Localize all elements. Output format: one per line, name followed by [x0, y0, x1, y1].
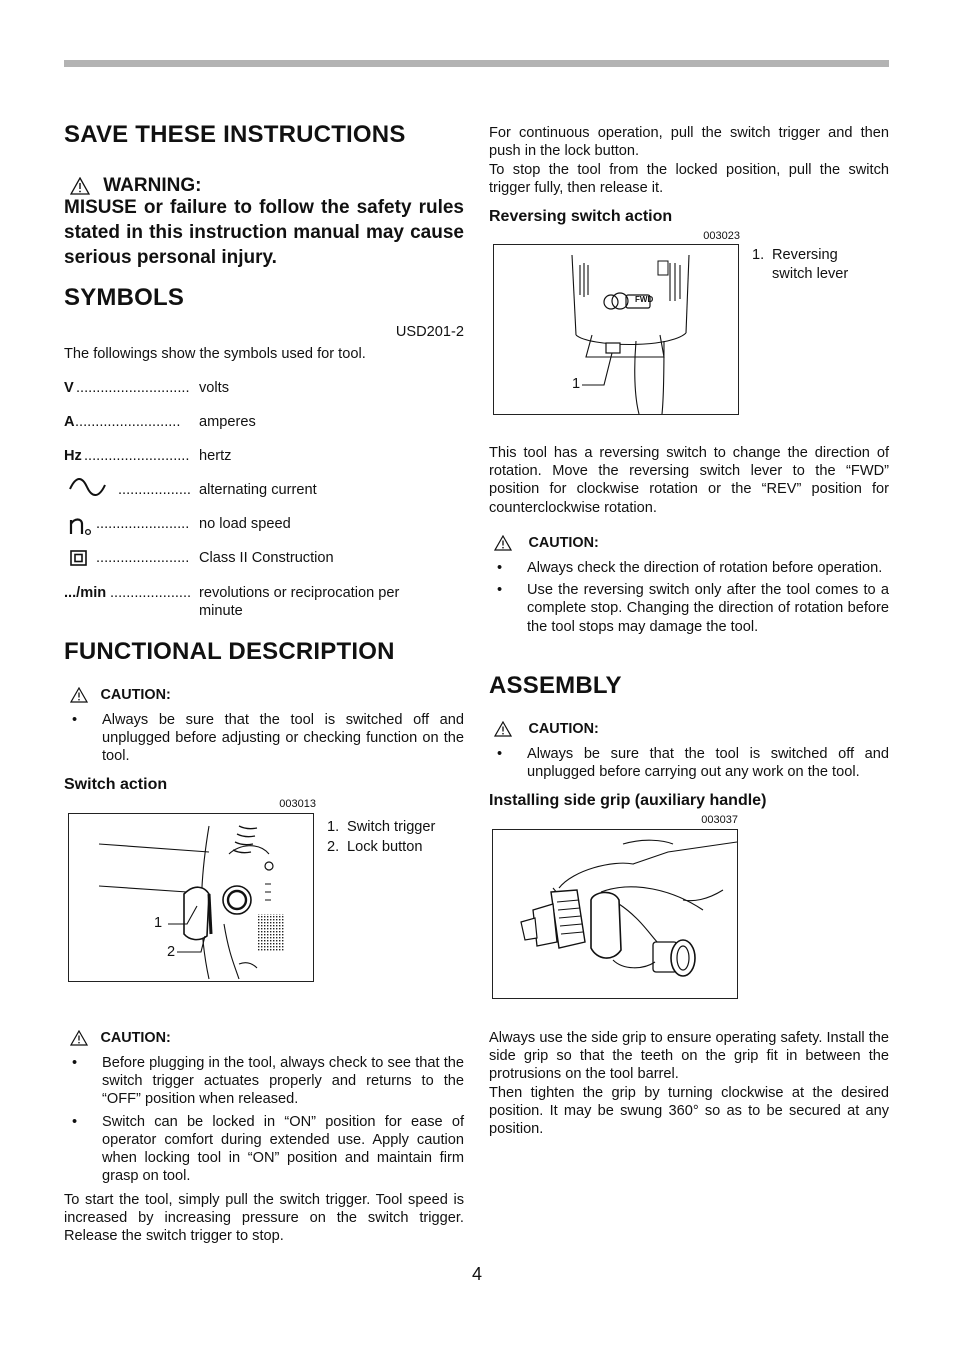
caution-label: CAUTION:: [100, 1030, 171, 1046]
side-grip-text-1: Always use the side grip to ensure operating safety. Install the side grip so that the teeth on the grip fit in between the protrusions on the tool barrel.: [489, 1030, 889, 1083]
reversing-switch-illustration: [494, 245, 738, 414]
list-item: • Before plugging in the tool, always check to see that the switch trigger actuates properly and returns to the “OFF” position when released.: [64, 1054, 464, 1109]
callout-2: 2: [167, 944, 176, 960]
legend-number: 2.: [327, 839, 340, 855]
alternating-current-icon: [66, 477, 108, 497]
caution-list: [64, 711, 464, 770]
start-tool-text: To start the tool, simply pull the switch trigger. Tool speed is increased by increasing pressure on the switch trigger. Release the switch trigger to stop.: [64, 1192, 464, 1245]
page-number: 4: [471, 1264, 482, 1284]
symbols-intro: The followings show the symbols used for tool.: [64, 346, 366, 362]
legend-label: switch lever: [772, 265, 849, 282]
symbol-row-class-ii: [64, 549, 464, 569]
legend-label: Reversing: [772, 247, 838, 263]
caution-heading: [494, 720, 599, 738]
continuous-operation-text: For continuous operation, pull the switch trigger and then push in the lock button.: [489, 125, 889, 160]
top-rule: [64, 60, 889, 67]
caution-list: [489, 745, 889, 785]
symbol-dots: .......................: [96, 516, 190, 532]
list-item: • Always be sure that the tool is switched off and unplugged before carrying out any work on the tool.: [489, 745, 889, 781]
symbol-key: A: [64, 414, 75, 430]
symbols-code: USD201-2: [395, 324, 464, 340]
symbols-title: SYMBOLS: [64, 284, 185, 311]
symbol-key: .../min: [64, 585, 107, 601]
warning-heading: [70, 175, 201, 197]
symbol-dots: .......................: [96, 550, 190, 566]
list-item: • Always check the direction of rotation before operation.: [489, 559, 889, 577]
symbol-value: alternating current: [199, 482, 317, 498]
side-grip-figure: [492, 829, 738, 999]
symbol-row-per-minute: [64, 584, 464, 624]
side-grip-text-2: Then tighten the grip by turning clockwise at the desired position. It may be swung 360° so as to be secured at any position.: [489, 1085, 889, 1138]
symbol-row-no-load-speed: [64, 515, 464, 537]
switch-action-figure: [68, 813, 314, 982]
symbol-row-volts: [64, 379, 464, 399]
side-grip-illustration: [493, 830, 737, 998]
callout-1: 1: [572, 376, 581, 392]
caution-label: CAUTION:: [100, 687, 171, 703]
symbol-row-alternating-current: [64, 481, 464, 501]
symbol-value: amperes: [199, 414, 256, 430]
symbol-value: hertz: [199, 448, 232, 464]
legend-label: Switch trigger: [347, 819, 436, 835]
symbol-row-hertz: [64, 447, 464, 467]
figure-code: 003013: [279, 798, 316, 810]
list-item: • Switch can be locked in “ON” position for ease of operator comfort during extended use. Apply caution when locking tool in “ON” position and maintain firm grasp on tool.: [64, 1113, 464, 1186]
symbol-value: Class II Construction: [199, 550, 334, 566]
reversing-switch-heading: Reversing switch action: [489, 208, 673, 225]
reversing-switch-figure: [493, 244, 739, 415]
caution-heading: [494, 534, 599, 552]
switch-action-illustration: [69, 814, 313, 981]
warning-label: WARNING:: [103, 175, 202, 196]
symbol-dots: ..........................: [84, 448, 190, 464]
warning-triangle-icon: [70, 177, 90, 195]
legend-number: 1.: [752, 247, 765, 263]
warning-text: MISUSE or failure to follow the safety rules stated in this instruction manual may cause serious personal injury.: [64, 197, 464, 268]
caution-triangle-icon: [70, 687, 88, 703]
symbol-key: V: [64, 380, 74, 396]
symbol-dots: ....................: [110, 585, 192, 601]
legend-number: 1.: [327, 819, 340, 835]
class-ii-construction-icon: [70, 550, 88, 566]
save-instructions-title: SAVE THESE INSTRUCTIONS: [64, 121, 406, 148]
symbol-value: no load speed: [199, 516, 291, 532]
caution-triangle-icon: [494, 535, 512, 551]
legend-label: Lock button: [347, 839, 423, 855]
list-item: • Always be sure that the tool is switched off and unplugged before adjusting or checking function on the tool.: [64, 711, 464, 766]
switch-action-heading: Switch action: [64, 776, 168, 793]
symbol-dots: ..................: [118, 482, 191, 498]
caution-heading: [70, 686, 171, 704]
symbol-row-amperes: [64, 413, 464, 433]
caution-label: CAUTION:: [528, 721, 599, 737]
stop-locked-text: To stop the tool from the locked position, pull the switch trigger fully, then release it.: [489, 162, 889, 197]
symbol-dots: ............................: [76, 380, 190, 396]
switch-figure-legend: [327, 817, 467, 857]
callout-1: 1: [154, 915, 163, 931]
reversing-description: This tool has a reversing switch to change the direction of rotation. Move the reversing switch lever to the “FWD” position for clockwise rotation or the “REV” position for counterclockwise rotation.: [489, 445, 889, 516]
caution-heading: [70, 1029, 171, 1047]
caution-label: CAUTION:: [528, 535, 599, 551]
figure-code: 003037: [701, 814, 738, 826]
symbol-key: Hz: [64, 448, 82, 464]
no-load-speed-icon: [68, 515, 94, 537]
caution-list: [489, 559, 889, 640]
figure-code: 003023: [703, 230, 740, 242]
caution-triangle-icon: [70, 1030, 88, 1046]
side-grip-heading: Installing side grip (auxiliary handle): [489, 792, 767, 809]
list-item: • Use the reversing switch only after the tool comes to a complete stop. Changing the direction of rotation before the tool stops may damage the tool.: [489, 581, 889, 636]
assembly-title: ASSEMBLY: [489, 672, 622, 699]
symbol-value: revolutions or reciprocation per minute: [199, 585, 400, 619]
fwd-marking: FWD: [635, 295, 654, 304]
reversing-figure-legend: [752, 246, 882, 283]
caution-triangle-icon: [494, 721, 512, 737]
caution-list: [64, 1054, 464, 1189]
symbol-value: volts: [199, 380, 230, 396]
symbol-dots: ..........................: [75, 414, 181, 430]
functional-description-title: FUNCTIONAL DESCRIPTION: [64, 638, 395, 665]
